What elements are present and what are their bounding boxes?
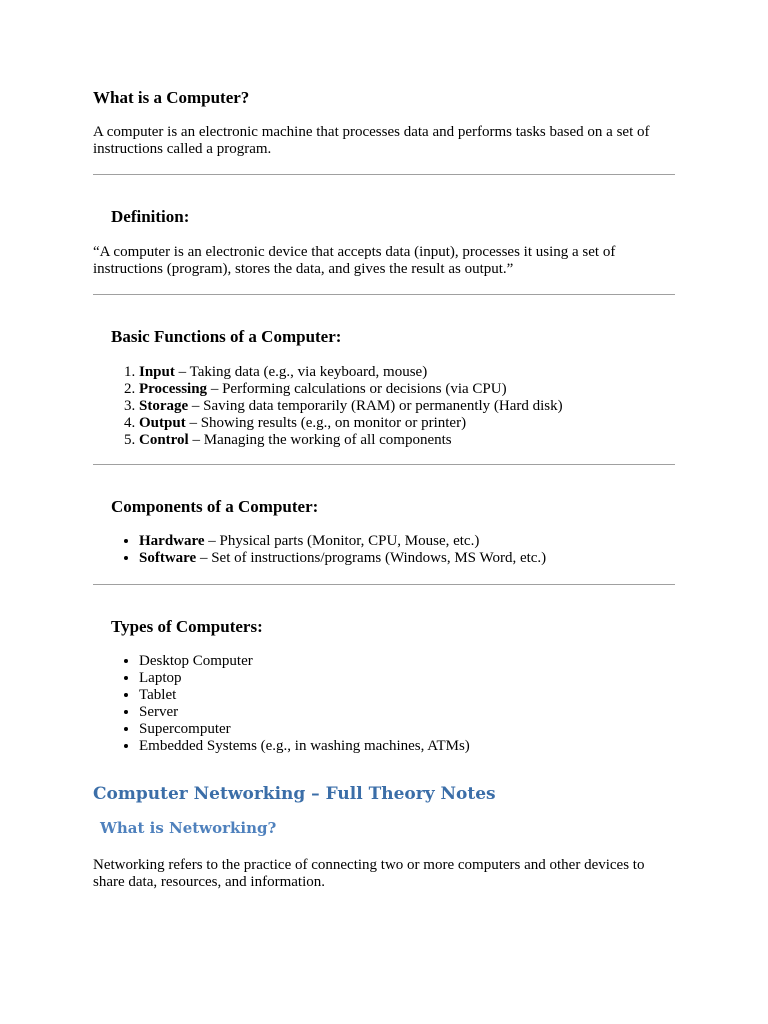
networking-subheading: What is Networking? xyxy=(100,819,277,837)
item-term: Processing xyxy=(139,381,208,397)
functions-list xyxy=(93,364,675,449)
page-title: What is a Computer? xyxy=(93,88,250,107)
divider xyxy=(93,174,675,175)
intro-paragraph: A computer is an electronic machine that processes data and performs tasks based on a set of instructions called a program. xyxy=(93,124,650,157)
item-term: Hardware xyxy=(139,533,205,549)
list-item xyxy=(139,381,675,398)
list-item: • Tablet xyxy=(139,687,675,704)
definition-paragraph: “A computer is an electronic device that accepts data (input), processes it using a set of instructions (program), stores the data, and gives the result as output.” xyxy=(93,244,616,277)
item-term: Control xyxy=(139,432,189,448)
list-item: • Laptop xyxy=(139,670,675,687)
definition-heading: Definition: xyxy=(111,207,190,226)
item-term: Output xyxy=(139,415,186,431)
list-item: • Server xyxy=(139,704,675,721)
components-heading: Components of a Computer: xyxy=(111,497,319,516)
functions-heading: Basic Functions of a Computer: xyxy=(111,327,342,346)
item-term: Storage xyxy=(139,398,189,414)
divider xyxy=(93,294,675,295)
divider xyxy=(93,584,675,585)
networking-paragraph: Networking refers to the practice of connecting two or more computers and other devices to share data, resources, and information. xyxy=(93,857,645,890)
types-heading: Types of Computers: xyxy=(111,617,263,636)
list-item xyxy=(139,550,675,567)
networking-heading: Computer Networking – Full Theory Notes xyxy=(93,784,496,804)
item-desc: – Managing the working of all components xyxy=(188,432,452,448)
list-item: • Embedded Systems (e.g., in washing machines, ATMs) xyxy=(139,738,675,755)
list-item: • Desktop Computer xyxy=(139,653,675,670)
list-item xyxy=(139,398,675,415)
item-desc: – Physical parts (Monitor, CPU, Mouse, etc.) xyxy=(204,533,480,549)
item-desc: – Showing results (e.g., on monitor or printer) xyxy=(185,415,467,431)
list-item xyxy=(139,364,675,381)
item-term: Input xyxy=(139,364,175,380)
item-desc: – Set of instructions/programs (Windows, MS Word, etc.) xyxy=(196,550,547,566)
list-item xyxy=(139,533,675,550)
types-list xyxy=(93,653,675,755)
item-desc: – Performing calculations or decisions (via CPU) xyxy=(207,381,507,397)
divider xyxy=(93,464,675,465)
item-term: Software xyxy=(139,550,197,566)
components-list xyxy=(93,533,675,567)
item-desc: – Saving data temporarily (RAM) or permanently (Hard disk) xyxy=(188,398,563,414)
list-item xyxy=(139,415,675,432)
item-desc: – Taking data (e.g., via keyboard, mouse) xyxy=(174,364,428,380)
list-item xyxy=(139,432,675,449)
list-item: • Supercomputer xyxy=(139,721,675,738)
